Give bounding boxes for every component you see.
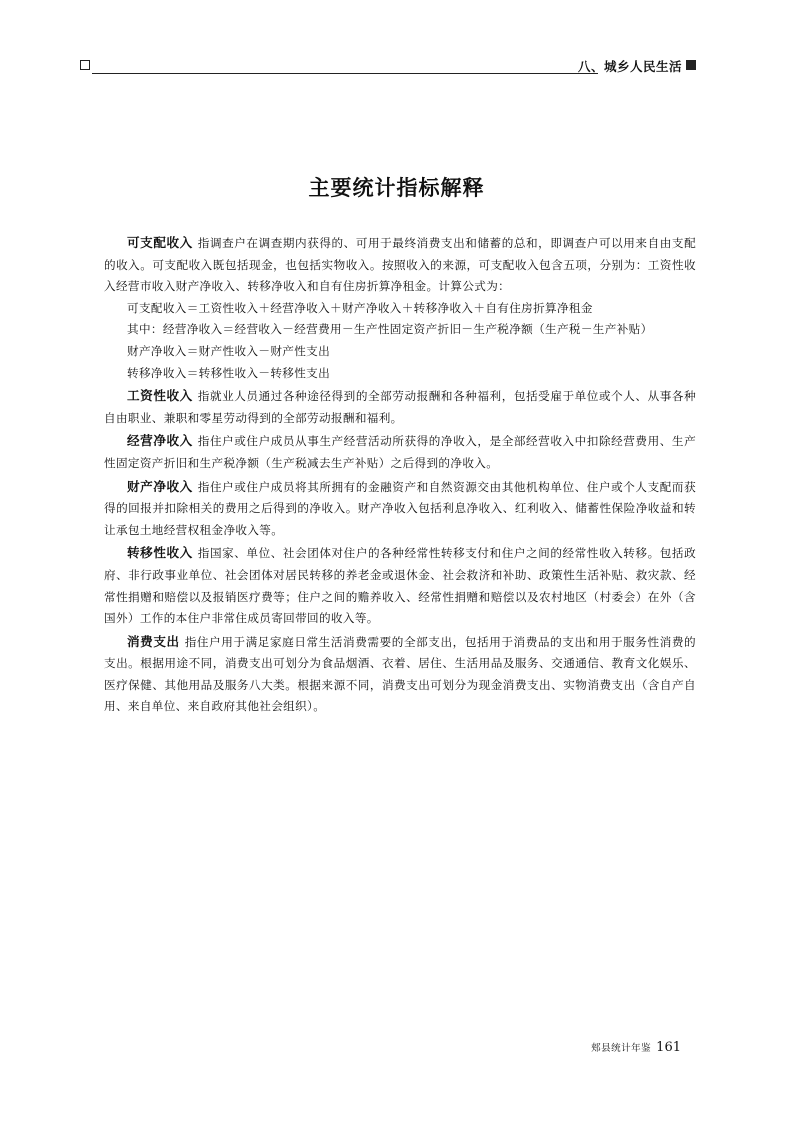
formula-line: 可支配收入＝工资性收入＋经营净收入＋财产净收入＋转移净收入＋自有住房折算净租金 bbox=[127, 300, 593, 315]
formula-line: 其中：经营净收入＝经营收入－经营费用－生产性固定资产折旧－生产税净额（生产税－生产补贴） bbox=[127, 322, 653, 337]
running-header bbox=[78, 56, 698, 80]
definition-text: 指国家、单位、社会团体对住户的各种经常性转移支付和住户之间的经常性收入转移。包括政府、非行政事业单位、社会团体对居民转移的养老金或退休金、社会救济和补助、政策性生活补贴、救灾款、经常性捐赠和赔偿以及报销医疗费等；住户之间的赡养收入、经常性捐赠和赔偿以及农村地区（村委会）在外（含国外）工作的本住户非常住成员寄回带回的收入等。 bbox=[104, 546, 697, 626]
definition-paragraph bbox=[104, 476, 696, 542]
page-number: 161 bbox=[656, 1040, 681, 1055]
definition-term: 消费支出 bbox=[127, 633, 180, 649]
definition-paragraph bbox=[104, 232, 696, 298]
section-title: 八、城乡人民生活 bbox=[577, 59, 682, 74]
header-square-icon bbox=[686, 60, 696, 70]
definition-text: 指就业人员通过各种途径得到的全部劳动报酬和各种福利，包括受雇于单位或个人、从事各种自由职业、兼职和零星劳动得到的全部劳动报酬和福利。 bbox=[104, 389, 697, 425]
header-box-icon bbox=[80, 60, 90, 70]
definition-text: 指住户或住户成员将其所拥有的金融资产和自然资源交由其他机构单位、住户或个人支配而获得的回报并扣除相关的费用之后得到的净收入。财产净收入包括利息净收入、红利收入、储蓄性保险净收益和转让承包土地经营权租金净收入等。 bbox=[104, 479, 697, 537]
definition-term: 可支配收入 bbox=[127, 235, 193, 250]
definition-text: 指住户用于满足家庭日常生活消费需要的全部支出，包括用于消费品的支出和用于服务性消费的支出。根据用途不同，消费支出可划分为食品烟酒、衣着、居住、生活用品及服务、交通通信、教育文化娱乐、医疗保健、其他用品及服务八大类。根据来源不同，消费支出可划分为现金消费支出、实物消费支出（含自产自用、来自单位、来自政府其他社会组织）。 bbox=[104, 634, 696, 714]
definition-paragraph bbox=[104, 385, 696, 429]
definition-text: 指调查户在调查期内获得的、可用于最终消费支出和储蓄的总和，即调查户可以用来自由支配的收入。可支配收入既包括现金，也包括实物收入。按照收入的来源，可支配收入包含五项，分别为：工资性收入经营市收入财产净收入、转移净收入和自有住房折算净租金。计算公式为： bbox=[104, 236, 697, 294]
definition-paragraph bbox=[104, 430, 696, 474]
formula-line: 转移净收入＝转移性收入－转移性支出 bbox=[127, 365, 331, 380]
formula-line: 财产净收入＝财产性收入－财产性支出 bbox=[127, 343, 331, 358]
definition-paragraph bbox=[104, 542, 696, 629]
page-footer bbox=[591, 1040, 681, 1055]
definition-text: 指住户或住户成员从事生产经营活动所获得的净收入，是全部经营收入中扣除经营费用、生产性固定资产折旧和生产税净额（生产税减去生产补贴）之后得到的净收入。 bbox=[104, 434, 697, 470]
definition-term: 财产净收入 bbox=[127, 478, 193, 494]
definition-paragraph bbox=[104, 631, 696, 718]
definition-term: 工资性收入 bbox=[127, 388, 193, 404]
document-body bbox=[104, 232, 696, 718]
page-title: 主要统计指标解释 bbox=[308, 176, 485, 200]
book-title: 郏县统计年鉴 bbox=[591, 1043, 652, 1054]
header-rule bbox=[92, 73, 598, 74]
definition-term: 经营净收入 bbox=[127, 433, 193, 449]
definition-term: 转移性收入 bbox=[127, 545, 193, 561]
